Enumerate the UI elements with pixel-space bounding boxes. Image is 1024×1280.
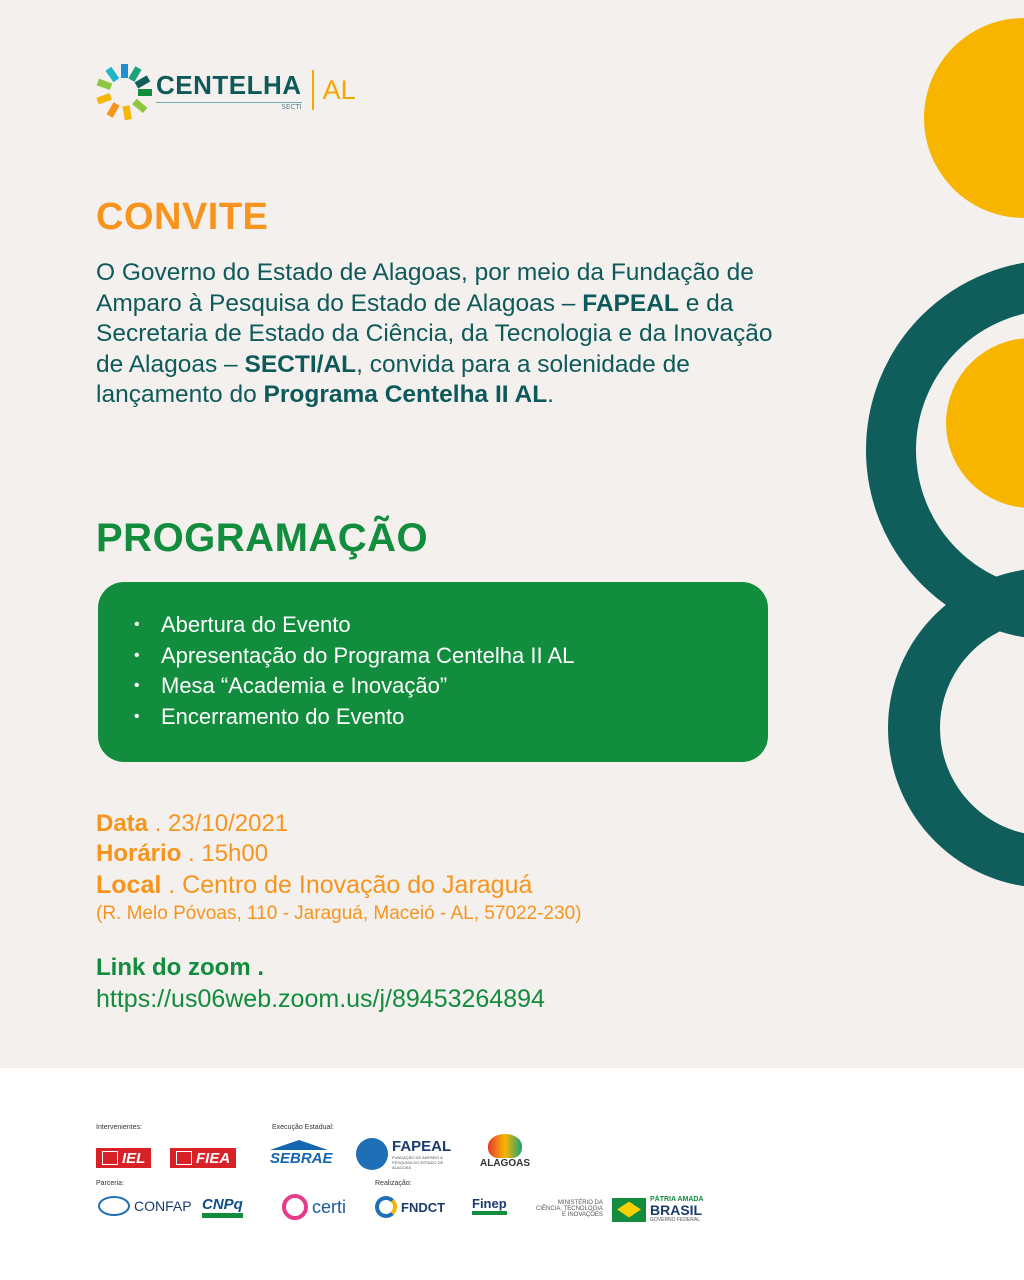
fndct-logo: FNDCT	[375, 1196, 445, 1218]
label-parceria: Parceria:	[96, 1180, 125, 1187]
list-item: • Encerramento do Evento	[134, 702, 768, 733]
zoom-label: Link do zoom .	[96, 954, 264, 981]
centelha-logo	[94, 56, 356, 124]
confap-logo: CONFAP	[98, 1196, 192, 1216]
finep-logo: Finep	[472, 1196, 507, 1215]
certi-logo: certi	[282, 1194, 346, 1220]
sebrae-logo: SEBRAE	[270, 1140, 333, 1167]
cnpq-logo: CNPq	[202, 1196, 243, 1218]
event-date: Data . 23/10/2021	[96, 810, 289, 837]
programacao-box	[98, 582, 768, 762]
list-item: • Mesa “Academia e Inovação”	[134, 671, 768, 702]
sponsors-footer	[0, 1068, 1024, 1280]
logo-sub: SECTI	[156, 102, 302, 111]
event-address: (R. Melo Póvoas, 110 - Jaraguá, Maceió - AL, 57022-230)	[96, 903, 582, 924]
convite-body: O Governo do Estado de Alagoas, por meio da Fundação de Amparo à Pesquisa do Estado de Alagoas – FAPEAL e da Secretaria de Estado da Ciência, da Tecnologia e da Inovação de Alagoas – SECTI/AL, convida para a solenidade de lançamento do Programa Centelha II AL.	[96, 259, 773, 408]
governo-federal-logo: PÁTRIA AMADA BRASIL GOVERNO FEDERAL	[612, 1196, 704, 1223]
label-realizacao: Realização:	[375, 1180, 412, 1187]
logo-divider	[312, 70, 314, 110]
programacao-title: PROGRAMAÇÃO	[96, 516, 429, 560]
event-location: Local . Centro de Inovação do Jaraguá	[96, 871, 533, 899]
label-execucao: Execução Estadual:	[272, 1124, 334, 1131]
list-item: • Apresentação do Programa Centelha II AL	[134, 641, 768, 672]
zoom-link[interactable]: https://us06web.zoom.us/j/89453264894	[96, 985, 545, 1013]
decor-teal-ring-lower	[888, 568, 1024, 888]
decor-yellow-circle-top	[924, 18, 1024, 218]
label-intervenientes: Intervenientes:	[96, 1124, 142, 1131]
iel-logo: IEL	[96, 1148, 151, 1168]
logo-region: AL	[322, 74, 356, 105]
mcti-logo: MINISTÉRIO DA CIÊNCIA, TECNOLOGIA E INOVAÇÕES	[536, 1200, 603, 1218]
list-item: • Abertura do Evento	[134, 610, 768, 641]
event-time: Horário . 15h00	[96, 840, 269, 867]
centelha-burst-icon	[94, 60, 154, 120]
fapeal-logo: FAPEAL FUNDAÇÃO DE AMPARO À PESQUISA DO ESTADO DE ALAGOAS	[356, 1138, 458, 1170]
fiea-logo: FIEA	[170, 1148, 236, 1168]
convite-title: CONVITE	[96, 196, 269, 238]
logo-name: CENTELHA	[156, 69, 302, 100]
programacao-list	[134, 610, 768, 732]
alagoas-logo: ALAGOAS	[480, 1134, 530, 1169]
